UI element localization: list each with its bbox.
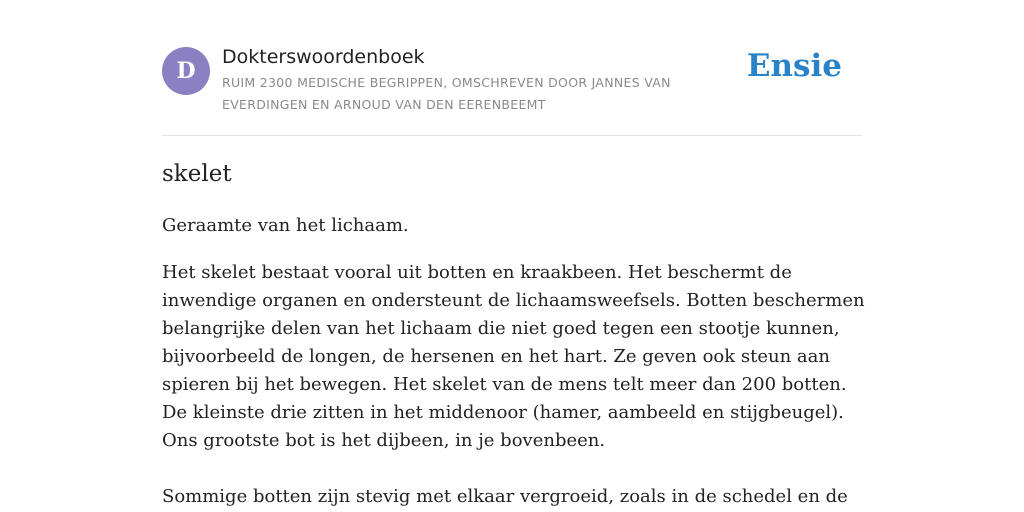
entry-term: skelet	[162, 161, 232, 187]
book-avatar[interactable]: D	[162, 47, 210, 95]
book-title[interactable]: Dokterswoordenboek	[222, 46, 425, 68]
ensie-logo[interactable]: Ensie	[746, 48, 842, 84]
definition-paragraph-1: Het skelet bestaat vooral uit botten en kraakbeen. Het beschermt de inwendige organen en ondersteunt de lichaamsweefsels. Botten beschermen belangrijke delen van het lichaam die niet goed tegen een stootje kunnen, bijvoorbeeld de longen, de hersenen en het hart. Ze geven ook steun aan spieren bij het bewegen. Het skelet van de mens telt meer dan 200 botten. De kleinste drie zitten in het middenoor (hamer, aambeeld en stijgbeugel). Ons grootste bot is het dijbeen, in je bovenbeen.	[162, 262, 865, 451]
short-definition: Geraamte van het lichaam.	[162, 215, 409, 236]
entry-content	[162, 157, 866, 511]
definition-paragraph-2: Sommige botten zijn stevig met elkaar vergroeid, zoals in de schedel en de	[162, 486, 848, 507]
book-subtitle: RUIM 2300 MEDISCHE BEGRIPPEN, OMSCHREVEN DOOR JANNES VAN EVERDINGEN EN ARNOUD VAN DEN EERENBEEMT	[222, 75, 671, 112]
header-divider	[162, 135, 862, 136]
